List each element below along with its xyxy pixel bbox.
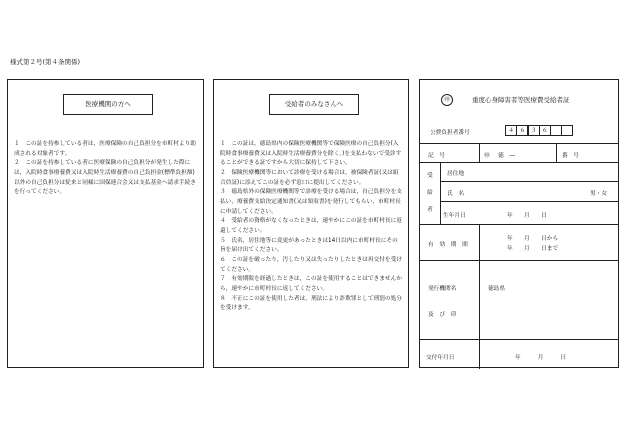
seal-icon: ㊞ [441, 94, 453, 106]
payer-digit [550, 125, 562, 136]
column-divider [440, 162, 441, 224]
recipient-panel [213, 79, 409, 368]
recipient-paragraph: ５ 氏名，居住地等に変更があったときは14日以内に市町村長にその旨を届け出てください。 [220, 237, 398, 254]
issuer-value: 徳島県 [488, 286, 506, 292]
recipient-panel-title: 受給者のみなさんへ [269, 94, 359, 115]
birth-label: 生年月日 [443, 213, 466, 219]
row-divider [440, 181, 618, 182]
row-divider [420, 339, 618, 340]
payer-digit [561, 125, 573, 136]
certificate-header [420, 94, 618, 106]
medical-institution-panel [7, 79, 204, 368]
recipient-vertical-char: 者 [427, 207, 433, 213]
validity-to: 年 月 日まで [507, 246, 559, 252]
medical-paragraph: １ この証を持参している者は，医療保険の自己負担分を市町村より助成される対象者です。 [14, 141, 196, 157]
recipient-paragraph: ３ 徳島県外の保険医療機関等で診療を受ける場合は，自己負担分を支払い，療養費支給決定通知書(又は領収書)を発行してもらい，市町村長に申請してください。 [220, 189, 402, 215]
certificate-title: 重度心身障害者等医療費受給者証 [472, 96, 570, 104]
address-label: 居住地 [447, 171, 465, 177]
recipient-paragraph: ７ 有効期限を経過したときは，この証を使用することはできませんから，速やかに市町村長に返してください。 [220, 276, 402, 293]
name-label: 氏 名 [447, 191, 465, 197]
medical-paragraph: ２ この証を持参している者に医療保険の自己負担分が発生した際には，入院時食事療養費又は入院時生活療養費の自己負担金(標準負担額)以外の自己負担分は従来と同様に国保連合会又は支払基金へ請求手続きを行ってください。 [14, 160, 196, 196]
form-number: 様式第２号(第４条関係) [10, 58, 81, 66]
number-seal-icon: ㊞ [484, 153, 490, 159]
column-divider [479, 143, 480, 162]
issuer-label-2: 及 び 印 [428, 312, 457, 318]
issue-date-label: 交付年月日 [426, 355, 455, 361]
medical-panel-text [14, 140, 197, 198]
recipient-paragraph: ４ 受給者の資格がなくなったときは，速やかにこの証を市町村長に返還してください。 [220, 218, 402, 234]
number-label: 記 号 [428, 153, 446, 159]
recipient-paragraph: ２ 保険医療機関等において診療を受ける場合は，被保険者証(又は組合員証)に添えてこの証を必ず窓口に提出してください。 [220, 169, 399, 186]
validity-from: 年 月 日から [507, 236, 559, 242]
issue-date-value: 年 月 日 [515, 355, 567, 361]
recipient-paragraph: ８ 不正にこの証を使用した者は，刑法により詐欺罪として刑罰の処分を受けます。 [220, 295, 402, 312]
recipient-paragraph: １ この証は，徳島県内の保険医療機関等で保険医療の自己負担分(入院時食事療養費又は入院時生活療養費分を除く。)を支払わないで受診することができる証ですから大切に保持して下さい。 [220, 141, 402, 167]
medical-panel-title: 医療機関の方へ [63, 94, 153, 115]
payer-number-boxes [506, 125, 573, 136]
number-right-label: 番 号 [562, 153, 580, 159]
row-divider [420, 143, 618, 144]
payer-digit: ３ [528, 125, 540, 136]
recipient-vertical-char: 受 [427, 173, 433, 179]
row-divider [440, 201, 618, 202]
birth-value: 年 月 日 [507, 213, 547, 219]
payer-number-label: 公費負担者番号 [430, 130, 470, 136]
payer-digit: ６ [516, 125, 528, 136]
issuer-label: 発行機関名 [428, 286, 457, 292]
row-divider [420, 162, 618, 163]
column-divider [479, 224, 480, 369]
number-mid: 徳 ― [498, 153, 516, 159]
row-divider [420, 260, 618, 261]
payer-digit: ４ [505, 125, 517, 136]
recipient-panel-text [220, 140, 402, 314]
gender-field: 男・女 [590, 191, 608, 197]
row-divider [420, 224, 618, 225]
certificate-panel [419, 79, 619, 368]
column-divider [556, 143, 557, 162]
payer-digit: ６ [539, 125, 551, 136]
validity-label: 有 効 期 間 [428, 242, 468, 248]
recipient-paragraph: ６ この証を破ったり，汚したり又は失ったりしたときは再交付を受けてください。 [220, 257, 402, 273]
recipient-vertical-char: 給 [427, 190, 433, 196]
